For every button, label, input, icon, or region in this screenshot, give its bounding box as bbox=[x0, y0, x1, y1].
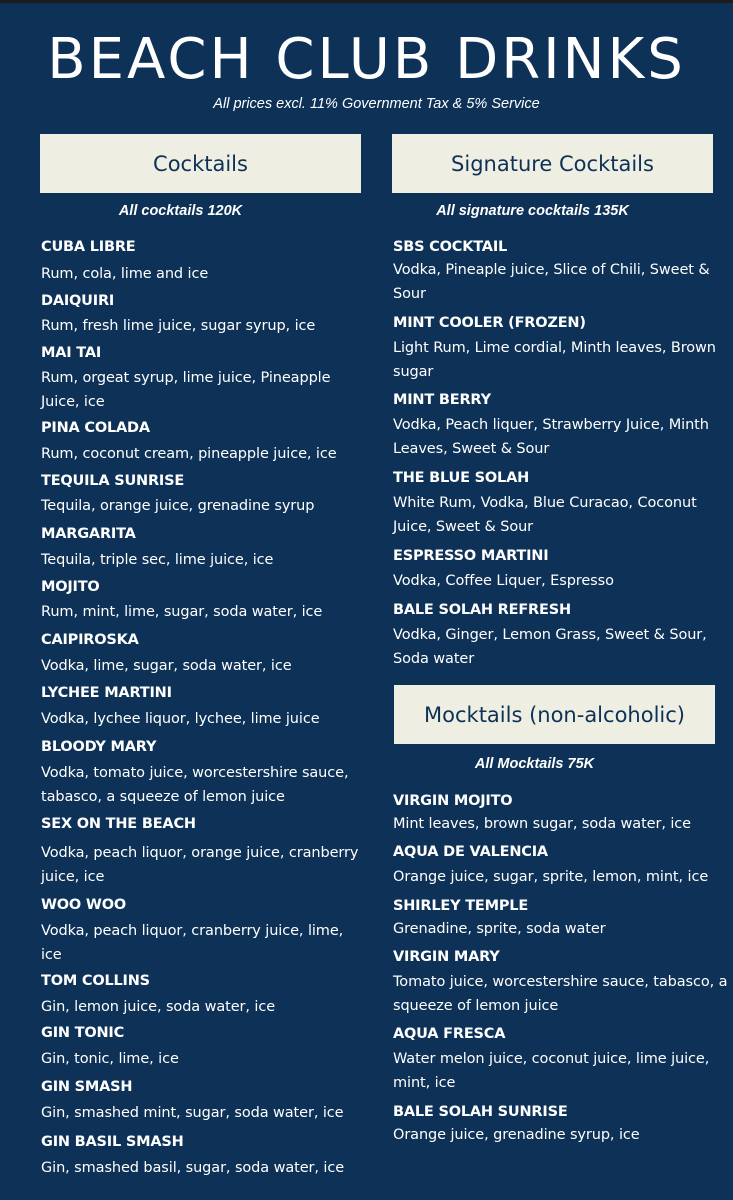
item-description: Vodka, Pineaple juice, Slice of Chili, Sweet & Sour bbox=[393, 262, 710, 302]
item-name: SHIRLEY TEMPLE bbox=[393, 898, 529, 914]
item-name: SEX ON THE BEACH bbox=[41, 816, 196, 832]
item-description: Vodka, peach liquor, orange juice, cranberry juice, ice bbox=[41, 845, 359, 885]
item-description: Vodka, lychee liquor, lychee, lime juice bbox=[41, 711, 320, 727]
cocktails-price-note: All cocktails 120K bbox=[118, 203, 243, 219]
item-name: BALE SOLAH REFRESH bbox=[393, 602, 571, 618]
item-name: VIRGIN MARY bbox=[393, 949, 500, 965]
item-description: Rum, coconut cream, pineapple juice, ice bbox=[41, 446, 337, 462]
top-border bbox=[0, 0, 733, 3]
item-description: Gin, smashed mint, sugar, soda water, ice bbox=[41, 1105, 344, 1121]
item-description: Tequila, orange juice, grenadine syrup bbox=[41, 498, 315, 514]
item-name: GIN TONIC bbox=[41, 1025, 125, 1041]
item-name: MARGARITA bbox=[41, 526, 136, 542]
item-description: Grenadine, sprite, soda water bbox=[393, 921, 606, 937]
mocktails-heading: Mocktails (non-alcoholic) bbox=[394, 685, 715, 744]
item-description: Vodka, Ginger, Lemon Grass, Sweet & Sour, Soda water bbox=[393, 627, 707, 667]
item-name: PINA COLADA bbox=[41, 420, 150, 436]
item-name: THE BLUE SOLAH bbox=[393, 470, 530, 486]
item-description: Water melon juice, coconut juice, lime juice, mint, ice bbox=[393, 1051, 710, 1091]
item-name: BALE SOLAH SUNRISE bbox=[393, 1104, 568, 1120]
item-description: Vodka, lime, sugar, soda water, ice bbox=[41, 658, 292, 674]
mocktails-price-note: All Mocktails 75K bbox=[474, 756, 595, 772]
item-description: Rum, mint, lime, sugar, soda water, ice bbox=[41, 604, 323, 620]
cocktails-heading: Cocktails bbox=[40, 134, 361, 193]
item-name: GIN BASIL SMASH bbox=[41, 1134, 184, 1150]
item-description: Rum, cola, lime and ice bbox=[41, 266, 209, 282]
item-description: Orange juice, sugar, sprite, lemon, mint, ice bbox=[393, 869, 709, 885]
item-name: DAIQUIRI bbox=[41, 293, 115, 309]
menu-title: BEACH CLUB DRINKS bbox=[47, 27, 686, 92]
item-description: Vodka, tomato juice, worcestershire sauce, tabasco, a squeeze of lemon juice bbox=[41, 765, 349, 805]
item-name: WOO WOO bbox=[41, 897, 126, 913]
item-name: LYCHEE MARTINI bbox=[41, 685, 172, 701]
item-description: White Rum, Vodka, Blue Curacao, Coconut Juice, Sweet & Sour bbox=[393, 495, 697, 535]
item-description: Vodka, peach liquor, cranberry juice, lime, ice bbox=[41, 923, 344, 963]
signature-cocktails-heading: Signature Cocktails bbox=[392, 134, 713, 193]
item-name: AQUA DE VALENCIA bbox=[393, 844, 548, 860]
item-name: MINT BERRY bbox=[393, 392, 491, 408]
item-name: GIN SMASH bbox=[41, 1079, 133, 1095]
signature-price-note: All signature cocktails 135K bbox=[436, 203, 629, 219]
item-name: VIRGIN MOJITO bbox=[393, 793, 513, 809]
item-description: Vodka, Coffee Liquer, Espresso bbox=[393, 573, 614, 589]
item-name: BLOODY MARY bbox=[41, 739, 157, 755]
item-description: Vodka, Peach liquer, Strawberry Juice, Minth Leaves, Sweet & Sour bbox=[393, 417, 709, 457]
item-name: MINT COOLER (FROZEN) bbox=[393, 315, 586, 331]
item-name: MOJITO bbox=[41, 579, 100, 595]
item-name: MAI TAI bbox=[41, 345, 102, 361]
item-description: Mint leaves, brown sugar, soda water, ice bbox=[393, 816, 692, 832]
item-description: Tequila, triple sec, lime juice, ice bbox=[41, 552, 274, 568]
item-name: AQUA FRESCA bbox=[393, 1026, 506, 1042]
item-description: Rum, fresh lime juice, sugar syrup, ice bbox=[41, 318, 316, 334]
item-name: TOM COLLINS bbox=[41, 973, 150, 989]
item-description: Tomato juice, worcestershire sauce, tabasco, a squeeze of lemon juice bbox=[393, 974, 728, 1014]
item-description: Gin, smashed basil, sugar, soda water, ice bbox=[41, 1160, 345, 1176]
item-name: TEQUILA SUNRISE bbox=[41, 473, 185, 489]
item-name: CAIPIROSKA bbox=[41, 632, 139, 648]
item-name: SBS COCKTAIL bbox=[393, 239, 508, 255]
item-description: Orange juice, grenadine syrup, ice bbox=[393, 1127, 640, 1143]
item-description: Gin, lemon juice, soda water, ice bbox=[41, 999, 276, 1015]
item-description: Gin, tonic, lime, ice bbox=[41, 1051, 179, 1067]
item-description: Rum, orgeat syrup, lime juice, Pineapple Juice, ice bbox=[41, 370, 331, 410]
item-name: CUBA LIBRE bbox=[41, 239, 136, 255]
tax-note: All prices excl. 11% Government Tax & 5% Service bbox=[213, 96, 540, 112]
item-name: ESPRESSO MARTINI bbox=[393, 548, 549, 564]
item-description: Light Rum, Lime cordial, Minth leaves, Brown sugar bbox=[393, 340, 716, 380]
